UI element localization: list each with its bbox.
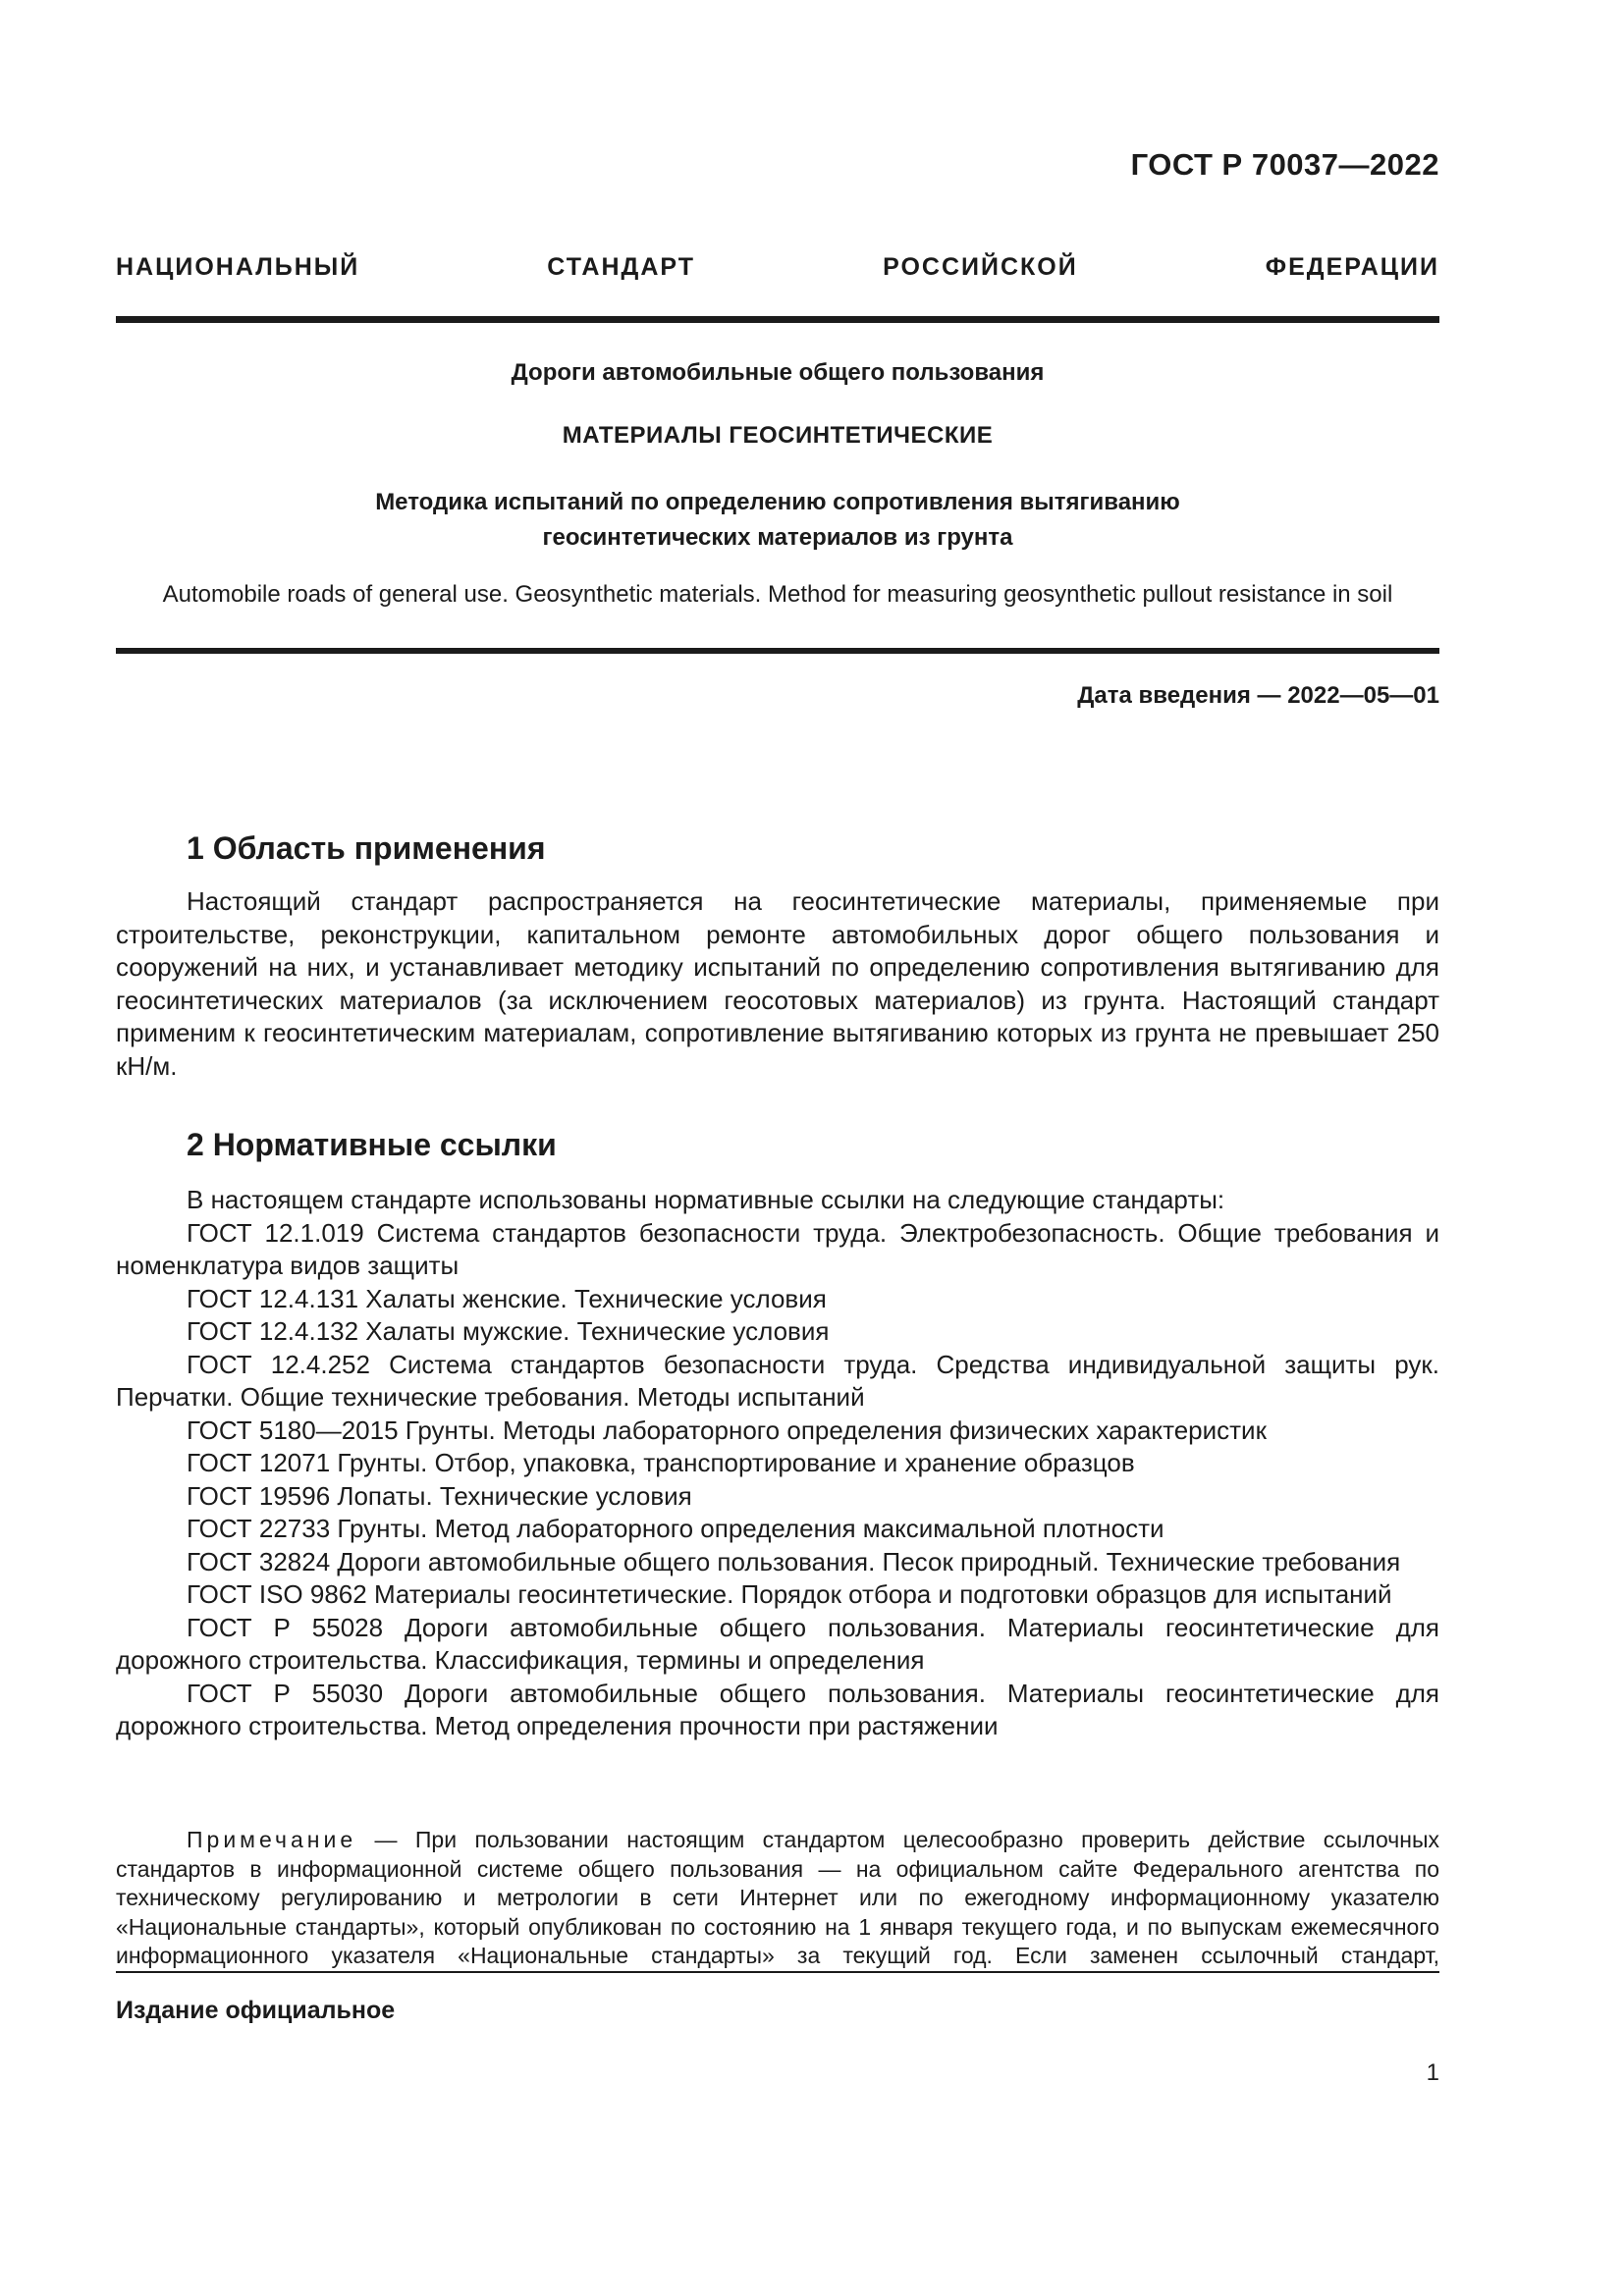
section-1-paragraph: Настоящий стандарт распространяется на геосинтетические материалы, применяемые при строительстве, реконструкции, капитальном ремонте автомобильных дорог общего пользования и сооружений на них, и устанавливает методику испытаний по определению сопротивления вытягиванию для геосинтетических материалов (за исключением геосотовых материалов) из грунта. Настоящий стандарт применим к геосинтетическим материалам, сопротивление вытягиванию которых из грунта не превышает 250 кН/м. (116, 886, 1439, 1081)
title-line-1: Дороги автомобильные общего пользования (511, 359, 1045, 386)
reference-item: ГОСТ ISO 9862 Материалы геосинтетические. Порядок отбора и подготовки образцов для испытаний (187, 1579, 1392, 1609)
footer-rule (116, 1971, 1439, 1973)
reference-item: ГОСТ 12.4.131 Халаты женские. Технические условия (187, 1283, 827, 1313)
title-line-2: МАТЕРИАЛЫ ГЕОСИНТЕТИЧЕСКИЕ (562, 422, 994, 449)
references-list (116, 1184, 1439, 1743)
top-thick-rule (116, 316, 1439, 323)
reference-item: ГОСТ Р 55030 Дороги автомобильные общего пользования. Материалы геосинтетические для дорожного строительства. Метод определения прочности при растяжении (116, 1678, 1439, 1740)
section-1-heading: 1 Область применения (187, 830, 546, 866)
official-edition-label: Издание официальное (116, 1997, 396, 2024)
note-paragraph (116, 1826, 1439, 1971)
introduction-date: Дата введения — 2022—05—01 (1077, 682, 1439, 709)
note-block (116, 1826, 1439, 1971)
english-title: Automobile roads of general use. Geosynthetic materials. Method for measuring geosynthetic pullout resistance in soil (162, 581, 1393, 608)
reference-item: ГОСТ 5180—2015 Грунты. Методы лабораторного определения физических характеристик (187, 1415, 1267, 1445)
reference-item: ГОСТ Р 55028 Дороги автомобильные общего пользования. Материалы геосинтетические для дорожного строительства. Классификация, термины и определения (116, 1612, 1439, 1675)
reference-item: ГОСТ 22733 Грунты. Метод лабораторного определения максимальной плотности (187, 1514, 1164, 1543)
document-code: ГОСТ Р 70037—2022 (1130, 147, 1439, 182)
references-intro: В настоящем стандарте использованы нормативные ссылки на следующие стандарты: (187, 1185, 1225, 1214)
reference-item: ГОСТ 12.1.019 Система стандартов безопасности труда. Электробезопасность. Общие требования и номенклатура видов защиты (116, 1217, 1439, 1280)
national-standard-banner: НАЦИОНАЛЬНЫЙ СТАНДАРТ РОССИЙСКОЙ ФЕДЕРАЦИИ (116, 253, 1439, 281)
page-number: 1 (1426, 2059, 1439, 2086)
title-bottom-rule (116, 648, 1439, 654)
reference-item: ГОСТ 19596 Лопаты. Технические условия (187, 1480, 692, 1511)
section-1-body (116, 885, 1439, 1083)
note-label: Примечание (187, 1827, 357, 1852)
reference-item: ГОСТ 12.4.252 Система стандартов безопасности труда. Средства индивидуальной защиты рук. Перчатки. Общие технические требования. Методы испытаний (116, 1349, 1439, 1412)
title-line-3b: геосинтетических материалов из грунта (542, 524, 1013, 551)
section-2-heading: 2 Нормативные ссылки (187, 1127, 557, 1162)
title-line-3a: Методика испытаний по определению сопротивления вытягиванию (375, 489, 1180, 515)
title-line-3 (116, 485, 1439, 556)
reference-item: ГОСТ 32824 Дороги автомобильные общего пользования. Песок природный. Технические требования (187, 1546, 1401, 1576)
note-text: — При пользовании настоящим стандартом целесообразно проверить действие ссылочных стандартов в информационной системе общего пользования — на официальном сайте Федерального агентства по техническому регулированию и метрологии в сети Интернет или по ежегодному информационному указателю «Национальные стандарты», который опубликован по состоянию на 1 января текущего года, и по выпускам ежемесячного информационного указателя «Национальные стандарты» за текущий год. Если заменен ссылочный стандарт, (116, 1827, 1439, 1968)
reference-item: ГОСТ 12.4.132 Халаты мужские. Технические условия (187, 1316, 830, 1346)
reference-item: ГОСТ 12071 Грунты. Отбор, упаковка, транспортирование и хранение образцов (187, 1448, 1135, 1477)
